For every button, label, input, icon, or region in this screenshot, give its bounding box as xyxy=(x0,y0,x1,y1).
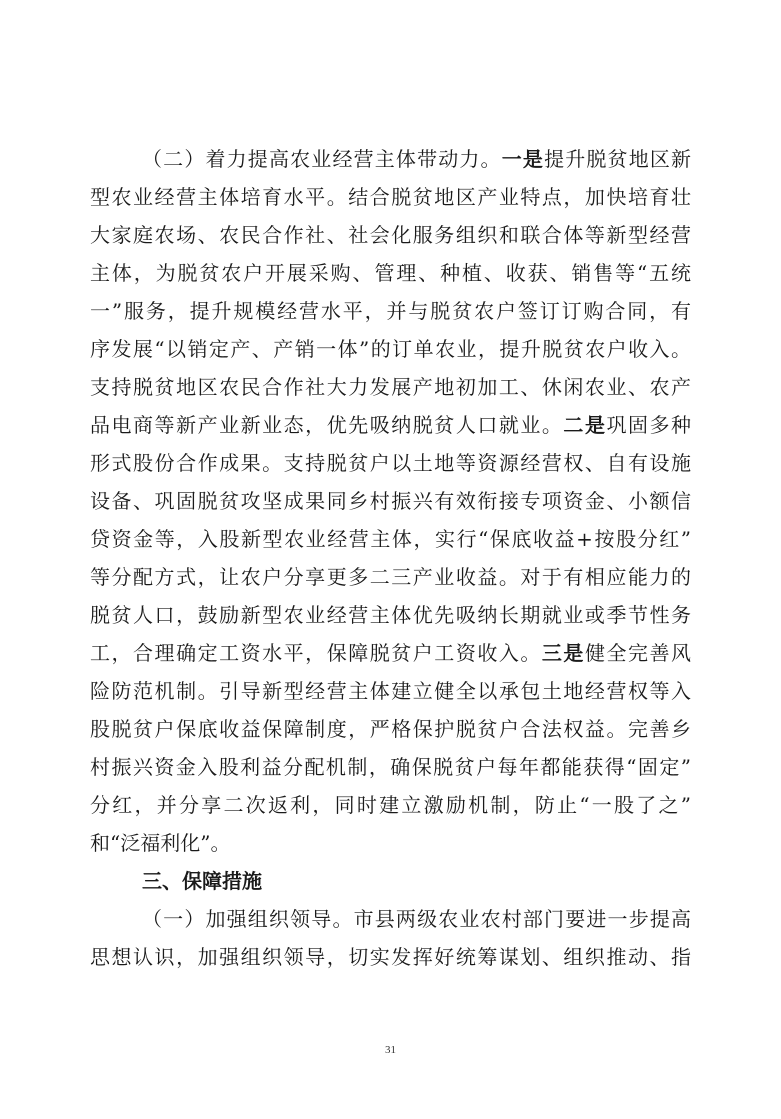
text-segment: 提升脱贫地区新 xyxy=(544,147,692,171)
paragraph-line: 险防范机制。引导新型经营主体建立健全以承包土地经营权等入 xyxy=(90,679,691,703)
paragraph-line: 一”服务，提升规模经营水平，并与脱贫农户签订订购合同，有 xyxy=(90,299,691,323)
paragraph-line: 大家庭农场、农民合作社、社会化服务组织和联合体等新型经营 xyxy=(90,223,691,247)
bold-segment: 三是 xyxy=(541,641,585,665)
text-segment: （二）着力提高农业经营主体带动力。 xyxy=(142,147,502,171)
paragraph-line xyxy=(90,140,691,178)
paragraph-line: 脱贫人口，鼓励新型农业经营主体优先吸纳长期就业或季节性务 xyxy=(90,603,691,627)
text-segment: 工，合理确定工资水平，保障脱贫户工资收入。 xyxy=(90,641,542,665)
paragraph-line: 股脱贫户保底收益保障制度，严格保护脱贫户合法权益。完善乡 xyxy=(90,717,691,741)
paragraph-line: 分红，并分享二次返利，同时建立激励机制，防止“一股了之” xyxy=(90,793,691,817)
text-segment: 品电商等新产业新业态，优先吸纳脱贫人口就业。 xyxy=(90,413,564,437)
paragraph-line xyxy=(90,900,691,938)
text-segment: 市县两级农业农村部门要进一步提高 xyxy=(353,907,692,931)
paragraph-line xyxy=(90,406,691,444)
paragraph-line: 设备、巩固脱贫攻坚成果同乡村振兴有效衔接专项资金、小额信 xyxy=(90,489,691,513)
bold-segment: 一是 xyxy=(501,147,545,171)
paragraph-line: 型农业经营主体培育水平。结合脱贫地区产业特点，加快培育壮 xyxy=(90,185,691,209)
body-text xyxy=(90,140,691,976)
paragraph-line: 主体，为脱贫农户开展采购、管理、种植、收获、销售等“五统 xyxy=(90,261,691,285)
paragraph-line: 支持脱贫地区农民合作社大力发展产地初加工、休闲农业、农产 xyxy=(90,375,691,399)
paragraph-line: 贷资金等，入股新型农业经营主体，实行“保底收益+按股分红” xyxy=(90,527,691,551)
paragraph-line: 思想认识，加强组织领导，切实发挥好统筹谋划、组织推动、指 xyxy=(90,945,691,969)
paragraph-line: 序发展“以销定产、产销一体”的订单农业，提升脱贫农户收入。 xyxy=(90,337,691,361)
text-segment: （一）加强组织领导。 xyxy=(142,907,354,931)
paragraph-line: 等分配方式，让农户分享更多二三产业收益。对于有相应能力的 xyxy=(90,565,691,589)
text-segment: 巩固多种 xyxy=(606,413,692,437)
paragraph-line: 村振兴资金入股利益分配机制，确保脱贫户每年都能获得“固定” xyxy=(90,755,691,779)
paragraph-line xyxy=(90,634,691,672)
bold-segment: 二是 xyxy=(563,413,607,437)
text-segment: 健全完善风 xyxy=(584,641,692,665)
paragraph-line: 和“泛福利化”。 xyxy=(90,831,231,855)
paragraph-line: 形式股份合作成果。支持脱贫户以土地等资源经营权、自有设施 xyxy=(90,451,691,475)
page-number: 31 xyxy=(385,1044,396,1056)
section-heading: 三、保障措施 xyxy=(142,869,262,893)
